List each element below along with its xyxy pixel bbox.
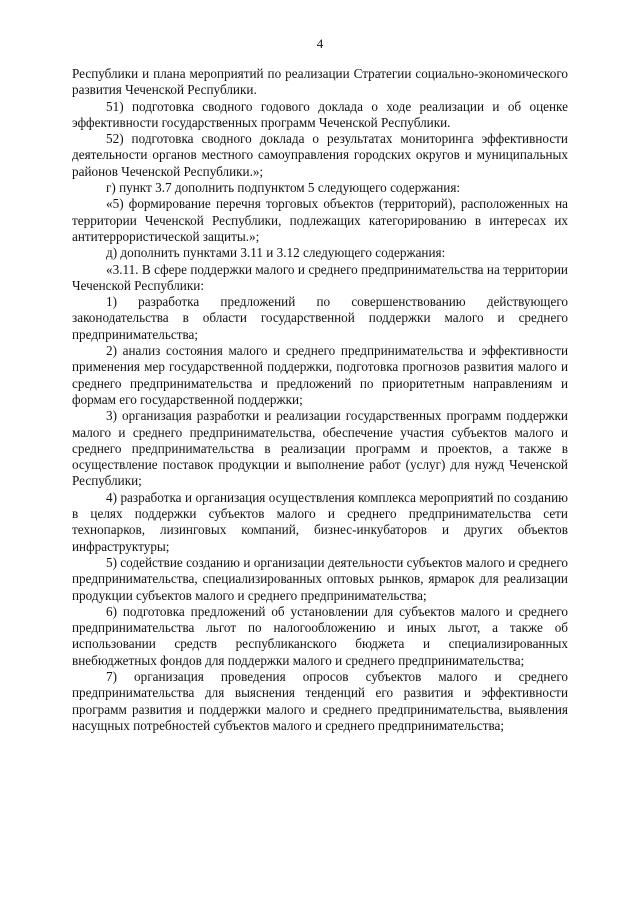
paragraph: «5) формирование перечня торговых объектов (территорий), расположенных на территории Чеченской Республики, подлежащих категорированию в интересах их антитеррористической защиты.»; xyxy=(72,196,568,244)
paragraph: Республики и плана мероприятий по реализации Стратегии социально-экономического развития Чеченской Республики. xyxy=(72,66,568,98)
paragraph: 2) анализ состояния малого и среднего предпринимательства и эффективности применения мер государственной поддержки, подготовка прогнозов развития малого и среднего предпринимательства и предложений по приоритетным направлениям и формам его государственной поддержки; xyxy=(72,343,568,407)
page-number: 4 xyxy=(316,36,324,51)
paragraph: 51) подготовка сводного годового доклада о ходе реализации и об оценке эффективности государственных программ Чеченской Республики. xyxy=(72,98,568,130)
paragraph: 6) подготовка предложений об установлении для субъектов малого и среднего предпринимательства льгот по налогообложению и иных льгот, а также об использовании средств республиканского бюджета и специализированных внебюджетных фондов для поддержки малого и среднего предпринимательства; xyxy=(72,603,568,668)
paragraph: д) дополнить пунктами 3.11 и 3.12 следующего содержания: xyxy=(106,245,446,261)
paragraph: 52) подготовка сводного доклада о результатах мониторинга эффективности деятельности органов местного самоуправления городских округов и муниципальных районов Чеченской Республики.»; xyxy=(72,131,568,179)
paragraph: 4) разработка и организация осуществления комплекса мероприятий по созданию в целях поддержки субъектов малого и среднего предпринимательства сети технопарков, лизинговых компаний, бизнес-инкубаторов и других объектов инфраструктуры; xyxy=(72,489,568,554)
document-body xyxy=(72,66,568,734)
paragraph: 3) организация разработки и реализации государственных программ поддержки малого и среднего предпринимательства, обеспечение участия субъектов малого и среднего предпринимательства в реализации программ и проектов, а также в осуществление поставок продукции и выполнение работ (услуг) для нужд Чеченской Республики; xyxy=(72,408,568,489)
paragraph: 5) содействие созданию и организации деятельности субъектов малого и среднего предпринимательства, специализированных оптовых рынков, ярмарок для реализации продукции субъектов малого и среднего предпринимательства; xyxy=(72,554,568,603)
paragraph: 1) разработка предложений по совершенствованию действующего законодательства в области государственной поддержки малого и среднего предпринимательства; xyxy=(72,294,568,342)
paragraph: г) пункт 3.7 дополнить подпунктом 5 следующего содержания: xyxy=(106,180,461,196)
paragraph: «3.11. В сфере поддержки малого и среднего предпринимательства на территории Чеченской Республики: xyxy=(72,261,568,293)
paragraph: 7) организация проведения опросов субъектов малого и среднего предпринимательства для выяснения тенденций его развития и эффективности программ развития и поддержки малого и среднего предпринимательства, выявления насущных потребностей субъектов малого и среднего предпринимательства; xyxy=(72,668,568,733)
